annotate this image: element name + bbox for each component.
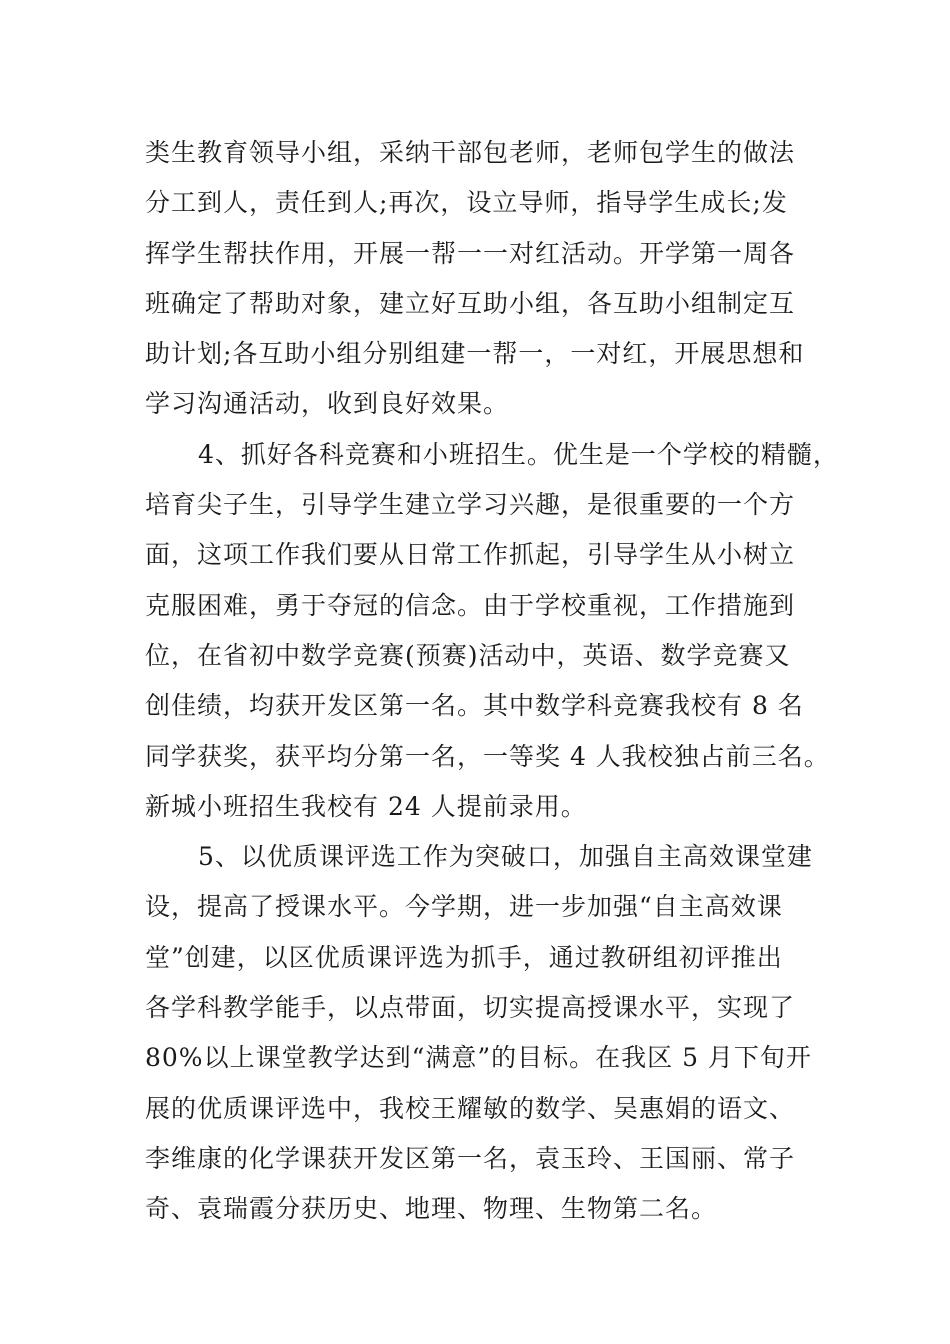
paragraph-line: 分工到人，责任到人;再次，设立导师，指导学生成长;发 bbox=[145, 188, 788, 218]
paragraph-line: 学习沟通活动，收到良好效果。 bbox=[145, 389, 510, 419]
paragraph-line: 克服困难，勇于夺冠的信念。由于学校重视，工作措施到 bbox=[145, 590, 796, 620]
paragraph-3 bbox=[145, 832, 825, 1234]
paragraph-line: 挥学生帮扶作用，开展一帮一一对红活动。开学第一周各 bbox=[145, 238, 796, 268]
paragraph-line: 4、抓好各科竞赛和小班招生。优生是一个学校的精髓， bbox=[198, 439, 839, 469]
paragraph-line: 设，提高了授课水平。今学期，进一步加强“自主高效课 bbox=[145, 892, 783, 922]
paragraph-line: 班确定了帮助对象，建立好互助小组，各互助小组制定互 bbox=[145, 288, 796, 318]
paragraph-line: 80%以上课堂教学达到“满意”的目标。在我区 5 月下旬开 bbox=[145, 1043, 812, 1073]
paragraph-line: 位，在省初中数学竞赛(预赛)活动中，英语、数学竞赛又 bbox=[145, 640, 791, 670]
paragraph-line: 奇、袁瑞霞分获历史、地理、物理、生物第二名。 bbox=[145, 1194, 718, 1224]
paragraph-line: 创佳绩，均获开发区第一名。其中数学科竞赛我校有 8 名 bbox=[145, 691, 804, 721]
paragraph-line: 助计划;各互助小组分别组建一帮一，一对红，开展思想和 bbox=[145, 339, 805, 369]
paragraph-line: 面，这项工作我们要从日常工作抓起，引导学生从小树立 bbox=[145, 540, 796, 570]
paragraph-line: 各学科教学能手，以点带面，切实提高授课水平，实现了 bbox=[145, 993, 796, 1023]
paragraph-line: 新城小班招生我校有 24 人提前录用。 bbox=[145, 791, 587, 821]
paragraph-line: 堂”创建，以区优质课评选为抓手，通过教研组初评推出 bbox=[145, 942, 783, 972]
paragraph-line: 同学获奖，获平均分第一名，一等奖 4 人我校独占前三名。 bbox=[145, 741, 830, 771]
paragraph-line: 类生教育领导小组，采纳干部包老师，老师包学生的做法 bbox=[145, 138, 796, 167]
paragraph-line: 培育尖子生，引导学生建立学习兴趣，是很重要的一个方 bbox=[145, 490, 796, 520]
paragraph-line: 5、以优质课评选工作为突破口，加强自主高效课堂建 bbox=[198, 842, 813, 872]
document-body bbox=[145, 128, 839, 1235]
paragraph-line: 李维康的化学课获开发区第一名，袁玉玲、王国丽、常子 bbox=[145, 1143, 796, 1173]
paragraph-2 bbox=[145, 430, 839, 832]
paragraph-line: 展的优质课评选中，我校王耀敏的数学、吴惠娟的语文、 bbox=[145, 1093, 796, 1123]
paragraph-1 bbox=[145, 128, 825, 430]
